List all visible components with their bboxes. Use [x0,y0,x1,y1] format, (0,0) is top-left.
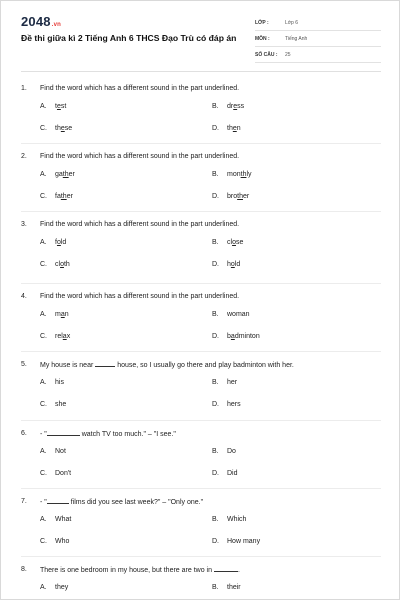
meta-key: MÔN : [255,35,270,42]
question-separator [21,488,381,489]
option-letter: D. [212,193,219,200]
option-b[interactable] [212,311,250,318]
question-number: 1. [21,84,27,92]
answer-blank [95,360,115,367]
option-letter: B. [212,103,219,110]
option-b[interactable] [212,448,236,455]
option-c[interactable] [40,538,69,545]
option-c[interactable] [40,261,70,268]
option-letter: C. [40,538,47,545]
header-divider [21,71,381,72]
question-stem [21,219,381,229]
option-a[interactable] [40,448,66,455]
option-text: their [227,584,241,591]
exam-meta [255,15,381,63]
site-logo[interactable]: 2048.vn [21,14,62,29]
option-text: What [55,516,72,523]
question-stem [21,428,381,438]
option-letter: D. [212,261,219,268]
option-letter: C. [40,333,47,340]
option-text: monthly [227,171,252,178]
option-text: Who [55,538,70,545]
option-text: these [55,125,73,132]
option-text: How many [227,538,261,545]
option-d[interactable] [212,333,260,340]
option-letter: A. [40,584,47,591]
option-text: father [55,193,73,200]
meta-value: 25 [285,51,291,58]
option-letter: B. [212,584,219,591]
question-number: 2. [21,152,27,160]
question-5 [21,359,381,408]
option-text: cloth [55,261,70,268]
meta-row-subject [255,31,381,47]
option-text: Do [227,448,236,455]
option-d[interactable] [212,470,238,477]
option-a[interactable] [40,171,75,178]
question-stem [21,83,381,93]
option-c[interactable] [40,125,72,132]
option-letter: C. [40,125,47,132]
option-letter: A. [40,516,47,523]
option-text: hold [227,261,241,268]
option-letter: D. [212,470,219,477]
question-text: Find the word which has a different sound in the part underlined. [40,292,240,300]
question-number: 8. [21,565,27,573]
answer-blank [47,497,69,504]
question-2 [21,151,381,200]
option-letter: C. [40,261,47,268]
question-7 [21,496,381,545]
question-6 [21,428,381,477]
option-a[interactable] [40,379,64,386]
option-letter: C. [40,401,47,408]
question-1 [21,83,381,132]
question-separator [21,420,381,421]
option-text: fold [55,239,67,246]
option-letter: D. [212,401,219,408]
option-text: brother [227,193,250,200]
option-text: Don't [55,470,72,477]
option-text: relax [55,333,71,340]
option-letter: A. [40,103,47,110]
answer-blank [47,429,80,436]
question-stem [21,151,381,161]
option-c[interactable] [40,470,71,477]
question-number: 6. [21,429,27,437]
question-stem [21,564,381,574]
question-stem [21,359,381,369]
option-text: they [55,584,69,591]
question-separator [21,283,381,284]
option-letter: D. [212,333,219,340]
option-text: gather [55,171,75,178]
option-letter: B. [212,516,219,523]
meta-key: SỐ CÂU : [255,51,278,58]
answer-blank [214,565,238,572]
option-text: Not [55,448,66,455]
option-text: man [55,311,69,318]
question-8 [21,564,381,591]
option-text: hers [227,401,241,408]
option-text: dress [227,103,245,110]
option-letter: D. [212,538,219,545]
option-letter: B. [212,239,219,246]
option-b[interactable] [212,584,241,591]
option-text: then [227,125,241,132]
option-text: her [227,379,238,386]
option-d[interactable] [212,538,260,545]
option-text: Did [227,470,238,477]
meta-key: LỚP : [255,19,269,26]
option-b[interactable] [212,516,246,523]
question-text: - " films did you see last week?" – "Only one." [40,498,204,506]
question-text: There is one bedroom in my house, but there are two in . [40,566,240,574]
option-text: test [55,103,67,110]
option-letter: A. [40,171,47,178]
option-c[interactable] [40,333,70,340]
question-number: 4. [21,292,27,300]
option-letter: A. [40,311,47,318]
option-b[interactable] [212,103,244,110]
option-text: his [55,379,64,386]
meta-row-count [255,47,381,63]
question-3 [21,219,381,268]
option-letter: C. [40,470,47,477]
question-separator [21,556,381,557]
option-d[interactable] [212,261,240,268]
option-b[interactable] [212,171,252,178]
question-text: Find the word which has a different sound in the part underlined. [40,220,240,228]
option-a[interactable] [40,584,68,591]
question-text: Find the word which has a different sound in the part underlined. [40,84,240,92]
option-b[interactable] [212,239,243,246]
option-letter: C. [40,193,47,200]
option-text: badminton [227,333,260,340]
option-letter: A. [40,448,47,455]
option-letter: B. [212,171,219,178]
option-a[interactable] [40,239,66,246]
question-number: 5. [21,360,27,368]
header [1,1,400,69]
option-letter: B. [212,311,219,318]
question-text: Find the word which has a different sound in the part underlined. [40,152,240,160]
question-separator [21,211,381,212]
question-text: My house is near house, so I usually go there and play badminton with her. [40,361,294,369]
option-letter: A. [40,379,47,386]
option-c[interactable] [40,401,66,408]
option-letter: B. [212,379,219,386]
question-number: 7. [21,497,27,505]
option-letter: D. [212,125,219,132]
option-d[interactable] [212,125,241,132]
option-b[interactable] [212,379,237,386]
question-4 [21,291,381,340]
meta-value: Lớp 6 [285,19,299,26]
option-d[interactable] [212,401,241,408]
option-text: Which [227,516,247,523]
meta-row-class [255,15,381,31]
question-number: 3. [21,220,27,228]
exam-title: Đề thi giữa kì 2 Tiếng Anh 6 THCS Đạo Trù có đáp án [21,33,237,43]
option-a[interactable] [40,311,69,318]
question-separator [21,143,381,144]
question-separator [21,351,381,352]
option-a[interactable] [40,516,71,523]
question-stem [21,291,381,301]
option-text: she [55,401,67,408]
option-a[interactable] [40,103,66,110]
option-letter: A. [40,239,47,246]
option-text: close [227,239,244,246]
question-stem [21,496,381,506]
option-d[interactable] [212,193,249,200]
option-letter: B. [212,448,219,455]
option-text: woman [227,311,250,318]
question-text: - " watch TV too much." – "I see." [40,430,176,438]
option-c[interactable] [40,193,73,200]
meta-value: Tiếng Anh [285,35,308,42]
